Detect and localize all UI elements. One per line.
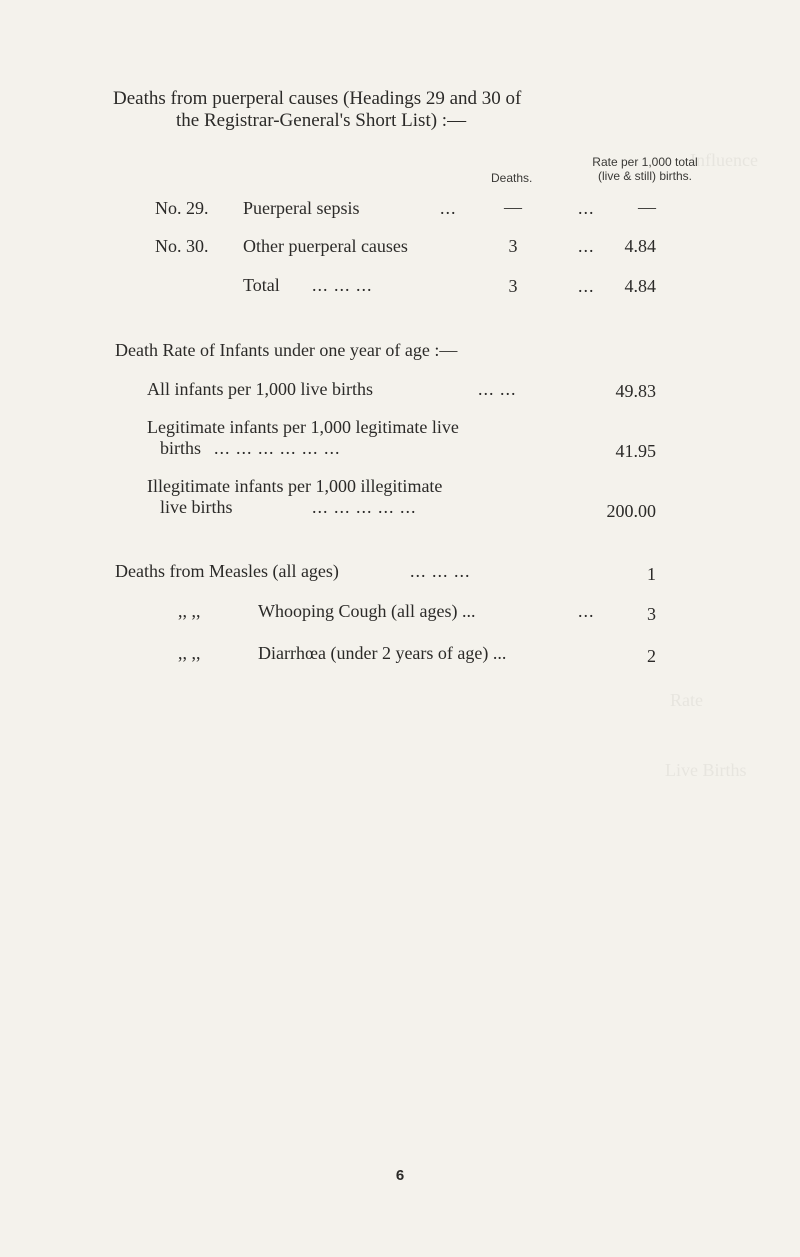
puerperal-row-rate: — xyxy=(638,197,656,217)
puerperal-row-cause: Puerperal sepsis xyxy=(243,198,360,218)
infant-rate-value: 49.83 xyxy=(615,381,656,401)
infant-rate-label: All infants per 1,000 live births xyxy=(147,379,373,399)
infant-rate-value: 41.95 xyxy=(615,441,656,461)
other-deaths-label: Diarrhœa (under 2 years of age) ... xyxy=(258,643,507,663)
puerperal-title-line1: Deaths from puerperal causes (Headings 29 and 30 of xyxy=(113,88,522,109)
column-header-rate-line1: Rate per 1,000 total xyxy=(592,155,698,169)
ditto-marks: ,, ,, xyxy=(178,643,201,663)
infant-rate-label: Illegitimate infants per 1,000 illegitimate xyxy=(147,476,443,496)
show-through-text: Live Births xyxy=(665,760,747,780)
infant-rate-label-continued: live births xyxy=(160,497,233,517)
puerperal-total-deaths: 3 xyxy=(508,276,518,296)
column-header-deaths: Deaths. xyxy=(491,171,533,185)
puerperal-row-cause: Other puerperal causes xyxy=(243,236,408,256)
puerperal-row-rate: 4.84 xyxy=(624,236,656,256)
infant-rate-label-continued: births xyxy=(160,438,202,458)
other-deaths-value: 1 xyxy=(647,564,656,584)
puerperal-row-deaths: — xyxy=(504,197,522,217)
puerperal-total-leader-dots: ... ... ... xyxy=(312,275,373,295)
column-header-rate-line2: (live & still) births. xyxy=(597,169,692,183)
other-deaths-label: Deaths from Measles (all ages) xyxy=(115,561,339,581)
puerperal-title-line2: the Registrar-General's Short List) :— xyxy=(176,110,467,131)
ditto-marks: ,, ,, xyxy=(178,601,201,621)
puerperal-row-number: No. 29. xyxy=(155,198,209,218)
puerperal-row-leader-dots: ... xyxy=(578,236,595,256)
infant-rate-leader-dots: ... ... ... ... ... ... xyxy=(214,438,341,458)
other-deaths-value: 3 xyxy=(647,604,656,624)
puerperal-row-number: No. 30. xyxy=(155,236,209,256)
show-through-text: Rate xyxy=(670,690,703,710)
page-number: 6 xyxy=(395,1167,405,1184)
puerperal-row-deaths: 3 xyxy=(508,236,518,256)
infant-rate-label: Legitimate infants per 1,000 legitimate live xyxy=(147,417,459,437)
other-deaths-leader-dots: ... ... ... xyxy=(410,561,471,581)
puerperal-total-leader-dots: ... xyxy=(578,276,595,296)
show-through-text: Influence xyxy=(690,150,758,170)
puerperal-row-leader-dots: ... xyxy=(440,198,457,218)
other-deaths-leader-dots: ... xyxy=(578,601,595,621)
puerperal-total-label: Total xyxy=(243,275,280,295)
puerperal-row-leader-dots: ... xyxy=(578,198,595,218)
puerperal-total-rate: 4.84 xyxy=(624,276,656,296)
infant-rate-leader-dots: ... ... xyxy=(478,379,517,399)
infant-rate-leader-dots: ... ... ... ... ... xyxy=(312,497,417,517)
infant-rate-value: 200.00 xyxy=(606,501,656,521)
other-deaths-label: Whooping Cough (all ages) ... xyxy=(258,601,476,621)
other-deaths-value: 2 xyxy=(647,646,656,666)
infant-death-rate-title: Death Rate of Infants under one year of age :— xyxy=(115,340,458,360)
